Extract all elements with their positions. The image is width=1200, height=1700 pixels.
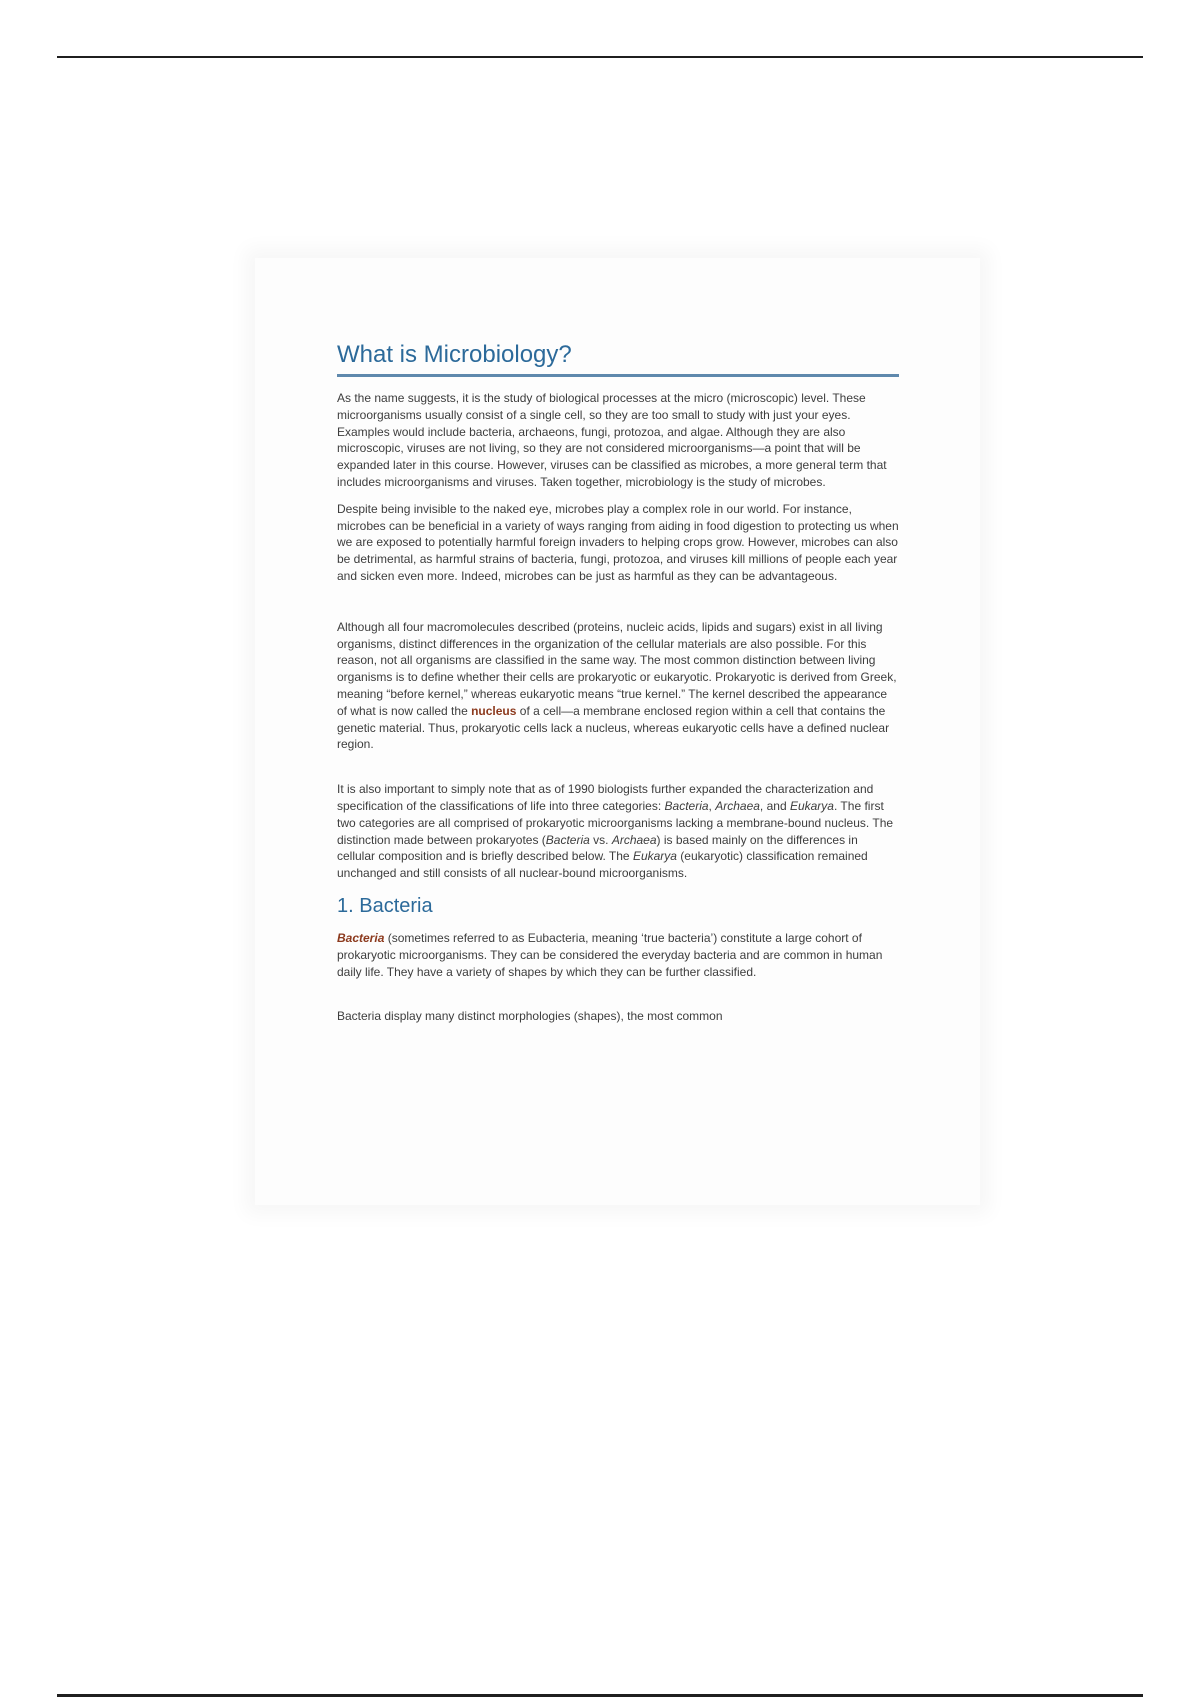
nucleus-keyword-link[interactable]: nucleus bbox=[471, 703, 517, 718]
paragraph-three-domains bbox=[337, 781, 899, 882]
text-span: vs. bbox=[589, 832, 612, 847]
title-underline bbox=[337, 374, 899, 377]
text-span: Although all four macromolecules described (proteins, nucleic acids, lipids and sugars) exist in all living organisms, distinct differences in the organization of the cellular materials are also possible. For this reason, not all organisms are classified in the same way. The most common distinction between living organisms is to define whether their cells are prokaryotic or eukaryotic. Prokaryotic is derived from Greek, meaning “before kernel,” whereas eukaryotic means “true kernel.” The kernel described the appearance of what is now called the bbox=[337, 619, 897, 718]
term-archaea: Archaea bbox=[715, 798, 760, 813]
term-eukarya: Eukarya bbox=[632, 849, 677, 864]
text-span: , bbox=[708, 798, 716, 813]
text-span: (eukaryotic) classification remained unchanged and still consists of all nuclear-bound microorganisms. bbox=[337, 849, 868, 881]
text-span: . The first two categories are all comprised of prokaryotic microorganisms lacking a membrane-bound nucleus. The distinction made between prokaryotes ( bbox=[337, 798, 894, 847]
term-eukarya: Eukarya bbox=[789, 798, 834, 813]
page-top-rule bbox=[57, 56, 1143, 58]
section-heading-bacteria: 1. Bacteria bbox=[337, 894, 433, 917]
paragraph-role-of-microbes: Despite being invisible to the naked eye, microbes play a complex role in our world. For instance, microbes can be beneficial in a variety of ways ranging from aiding in food digestion to protecting us when we are exposed to potentially harmful foreign invaders to helping crops grow. However, microbes can also be detrimental, as harmful strains of bacteria, fungi, protozoa, and viruses kill millions of people each year and sicken even more. Indeed, microbes can be just as harmful as they can be advantageous. bbox=[337, 501, 899, 583]
paragraph-prokaryotic-eukaryotic bbox=[337, 619, 899, 753]
term-archaea: Archaea bbox=[611, 832, 657, 847]
document-content bbox=[337, 340, 899, 1035]
page-bottom-rule bbox=[57, 1694, 1143, 1697]
term-bacteria: Bacteria bbox=[664, 798, 709, 813]
text-span: of a cell—a membrane enclosed region within a cell that contains the genetic material. Thus, prokaryotic cells lack a nucleus, whereas eukaryotic cells have a defined nuclear region. bbox=[337, 703, 890, 752]
text-span: , and bbox=[759, 798, 790, 813]
page-title: What is Microbiology? bbox=[337, 341, 572, 368]
paragraph-bacteria-intro bbox=[337, 930, 899, 980]
text-span: ) is based mainly on the differences in cellular composition and is briefly described below. The bbox=[337, 832, 858, 864]
text-span: (sometimes referred to as Eubacteria, meaning ‘true bacteria’) constitute a large cohort of prokaryotic microorganisms. They can be considered the everyday bacteria and are common in human daily life. They have a variety of shapes by which they can be further classified. bbox=[337, 930, 883, 979]
bacteria-keyword-link[interactable]: Bacteria bbox=[337, 930, 385, 945]
paragraph-intro: As the name suggests, it is the study of biological processes at the micro (microscopic) level. These microorganisms usually consist of a single cell, so they are too small to study with just your eyes. Examples would include bacteria, archaeons, fungi, protozoa, and algae. Although they are also microscopic, viruses are not living, so they are not considered microorganisms—a point that will be expanded later in this course. However, viruses can be classified as microbes, a more general term that includes microorganisms and viruses. Taken together, microbiology is the study of microbes. bbox=[337, 391, 887, 489]
text-span: It is also important to simply note that as of 1990 biologists further expanded the characterization and specification of the classifications of life into three categories: bbox=[337, 782, 874, 813]
term-bacteria: Bacteria bbox=[545, 832, 590, 847]
paragraph-bacteria-morphologies: Bacteria display many distinct morphologies (shapes), the most common bbox=[337, 1009, 723, 1024]
